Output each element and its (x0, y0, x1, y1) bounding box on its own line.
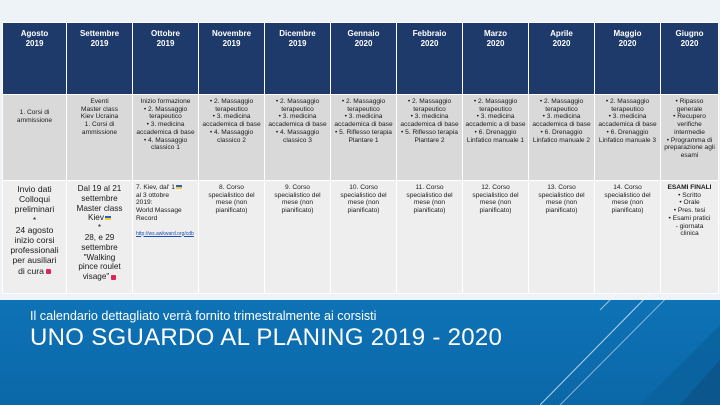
header-ottobre: Ottobre 2019 (133, 23, 199, 95)
cell-maggio-special: 14. Corso specialistico del mese (non pianificato) (595, 181, 661, 294)
table-row-events (3, 181, 719, 294)
header-aprile: Aprile 2020 (529, 23, 595, 95)
cell-maggio-courses: • 2. Massaggio terapeutico • 3. medicina accademica di base • 6. Drenaggio Linfatico manuale 3 (595, 95, 661, 181)
cell-settembre-events: Eventi Master class Kiev Ucraina 1. Corsi di ammissione (67, 95, 133, 181)
cell-giugno-exams: ESAMI FINALI • Scritto • Orale • Pres. tesi • Esami pratici - giornata clinica (661, 181, 719, 294)
header-agosto: Agosto 2019 (3, 23, 67, 95)
cell-gennaio-courses: • 2. Massaggio terapeutico • 3. medicina accademica di base • 5. Riflesso terapia Plantare 1 (331, 95, 397, 181)
cell-ottobre-record: 7. Kiev, dal' 1 al 3 ottobre 2019: World Massage Record http://ws.awkward.org/cdb (133, 181, 199, 294)
cell-novembre-courses: • 2. Massaggio terapeutico • 3. medicina accademica di base • 4. Massaggio classico 2 (199, 95, 265, 181)
header-maggio: Maggio 2020 (595, 23, 661, 95)
cell-agosto-courses: 1. Corsi di ammissione (3, 95, 67, 181)
header-settembre: Settembre 2019 (67, 23, 133, 95)
cell-dicembre-special: 9. Corso specialistico del mese (non pianificato) (265, 181, 331, 294)
cell-gennaio-special: 10. Corso specialistico del mese (non pianificato) (331, 181, 397, 294)
header-novembre: Novembre 2019 (199, 23, 265, 95)
record-link[interactable]: http://ws.awkward.org/cdb (136, 230, 194, 237)
table-row-courses (3, 95, 719, 181)
ukraine-flag-icon (105, 216, 111, 220)
cell-aprile-special: 13. Corso specialistico del mese (non pianificato) (529, 181, 595, 294)
header-febbraio: Febbraio 2020 (397, 23, 463, 95)
cell-febbraio-courses: • 2. Massaggio terapeutico • 3. medicina accademica di base • 5. Riflesso terapia Plantare 2 (397, 95, 463, 181)
cell-febbraio-special: 11. Corso specialistico del mese (non pianificato) (397, 181, 463, 294)
header-dicembre: Dicembre 2019 (265, 23, 331, 95)
header-row (3, 23, 719, 95)
header-giugno: Giugno 2020 (661, 23, 719, 95)
slide-subtitle: Il calendario dettagliato verrà fornito trimestralmente ai corsisti (30, 309, 377, 323)
cell-novembre-special: 8. Corso specialistico del mese (non pianificato) (199, 181, 265, 294)
slide-title: UNO SGUARDO AL PLANING 2019 - 2020 (30, 324, 503, 351)
cell-dicembre-courses: • 2. Massaggio terapeutico • 3. medicina accademica di base • 4. Massaggio classico 3 (265, 95, 331, 181)
cell-giugno-review: • Ripasso generale • Recupero verifiche intermedie • Programma di preparazione agli esami (661, 95, 719, 181)
cell-aprile-courses: • 2. Massaggio terapeutico • 3. medicina accademica di base • 6. Drenaggio Linfatico manuale 2 (529, 95, 595, 181)
header-marzo: Marzo 2020 (463, 23, 529, 95)
cell-marzo-courses: • 2. Massaggio terapeutico • 3. medicina accademic a di base • 6. Drenaggio Linfatico manuale 1 (463, 95, 529, 181)
note-marker-icon (111, 275, 116, 280)
cell-settembre-events-detail: Dal 19 al 21 settembre Master class Kiev * 28, e 29 settembre "Walking pince roulet visage" (67, 181, 133, 294)
cell-ottobre-courses: Inizio formazione • 2. Massaggio terapeutico • 3. medicina accademica di base • 4. Massaggio classico 1 (133, 95, 199, 181)
cell-agosto-events: Invio dati Colloqui preliminari * 24 agosto inizio corsi professionali per ausiliari di cura (3, 181, 67, 294)
header-gennaio: Gennaio 2020 (331, 23, 397, 95)
cell-marzo-special: 12. Corso specialistico del mese (non pianificato) (463, 181, 529, 294)
planning-table (2, 22, 719, 294)
note-marker-icon (46, 269, 51, 274)
ukraine-flag-icon (176, 185, 182, 189)
